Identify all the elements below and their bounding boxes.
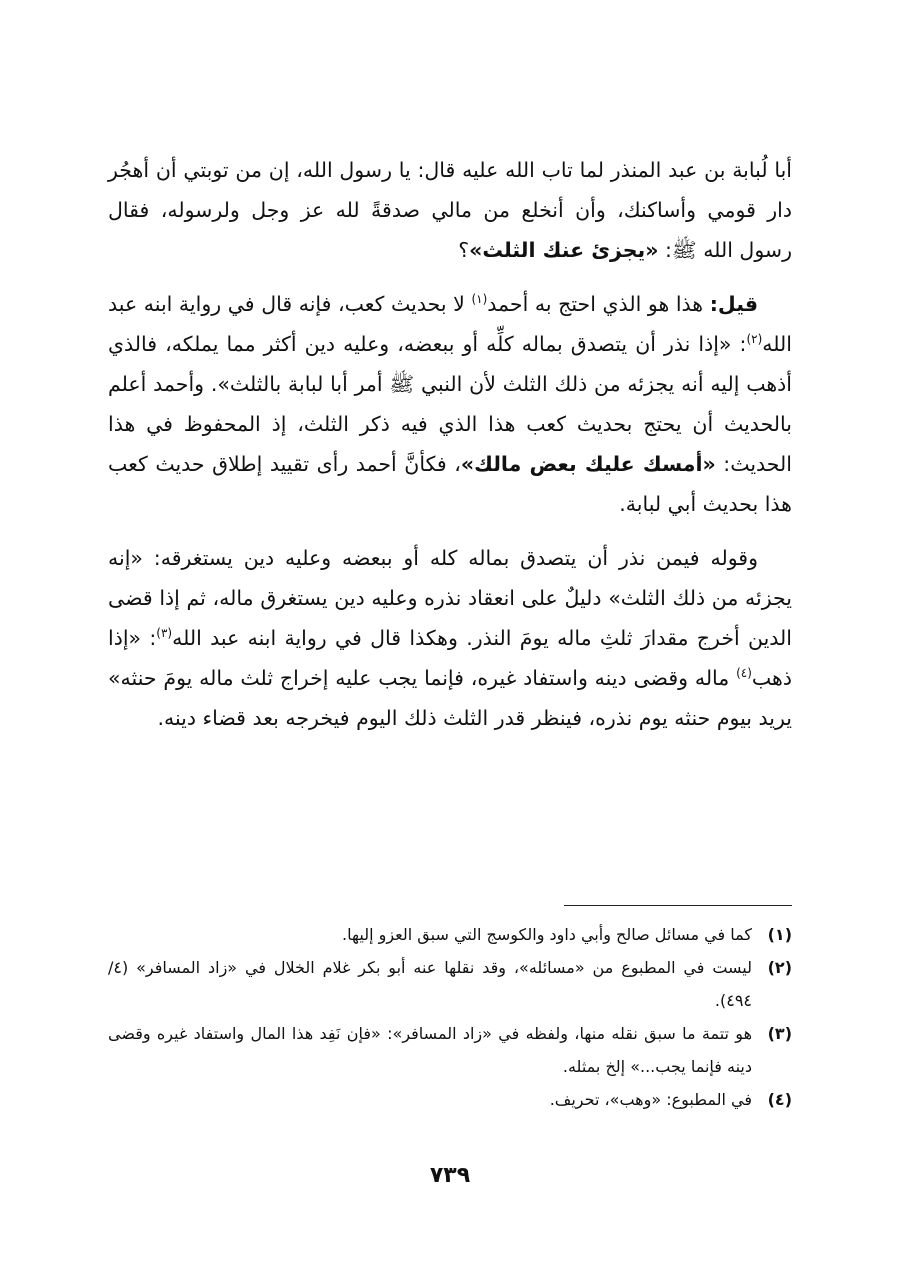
footnotes [108, 918, 792, 1116]
footnote-1-number: (١) [767, 925, 792, 944]
paragraph-3 [108, 538, 792, 738]
paragraph-2-text-a: هذا هو الذي احتج به أحمد [487, 292, 710, 316]
footnote-3 [108, 1017, 792, 1083]
paragraph-2-text-b: لا بحديث كعب، فإنه قال في رواية ابنه عبد الله [108, 292, 792, 356]
footnote-2-text: ليست في المطبوع من «مسائله»، وقد نقلها عنه أبو بكر غلام الخلال في «زاد المسافر» (٤/ ٤٩٤). [108, 958, 752, 1010]
footnote-2 [108, 951, 792, 1017]
footnote-2-number: (٢) [767, 958, 792, 977]
paragraph-1 [108, 150, 792, 270]
footnote-4-number: (٤) [767, 1090, 792, 1109]
paragraph-2-text-d: ، فكأنَّ أحمد رأى تقييد إطلاق حديث كعب هذا بحديث أبي لبابة. [108, 452, 792, 516]
qil-lead: قيل: [709, 292, 758, 316]
footnote-ref-3: (٣) [156, 626, 173, 641]
footnote-4-text: في المطبوع: «وهب»، تحريف. [549, 1090, 752, 1109]
paragraph-3-text-c: ماله وقضى دينه واستفاد غيره، فإنما يجب عليه إخراج ثلث ماله يومَ حنثه» يريد بيوم حنثه يوم نذره، فينظر قدر الثلث ذلك اليوم فيخرجه بعد قضاء دينه. [108, 666, 792, 730]
footnote-ref-4: (٤) [736, 666, 752, 681]
footnote-3-number: (٣) [767, 1024, 792, 1043]
hadith-quote-2: «أمسك عليك بعض مالك» [460, 452, 716, 476]
paragraph-3-text-b: : «إذا ذهب [108, 626, 792, 690]
footnote-1-text: كما في مسائل صالح وأبي داود والكوسج التي سبق العزو إليها. [342, 925, 752, 944]
footnote-1 [108, 918, 792, 951]
paragraph-1-end: ؟ [458, 238, 470, 262]
footnote-3-text: هو تتمة ما سبق نقله منها، ولفظه في «زاد المسافر»: «فإن نَفِد هذا المال واستفاد غيره وقضى دينه فإنما يجب...» إلخ بمثله. [108, 1024, 752, 1076]
footnote-separator [564, 905, 792, 906]
footnote-4 [108, 1083, 792, 1116]
footnote-ref-1: (١) [471, 292, 488, 307]
page-number: ٧٣٩ [429, 1163, 471, 1188]
paragraph-2 [108, 284, 792, 524]
hadith-quote: «يجزئ عنك الثلث» [469, 238, 659, 262]
footnote-ref-2: (٢) [746, 332, 763, 347]
paragraph-3-text-a: وقوله فيمن نذر أن يتصدق بماله كله أو ببعضه وعليه دين يستغرقه: «إنه يجزئه من ذلك الثلث» دليلٌ على انعقاد نذره وعليه دين يستغرق ماله، ثم إذا قضى الدين أخرج مقدارَ ثلثِ ماله يومَ النذر. وهكذا قال في رواية ابنه عبد الله [108, 546, 792, 650]
paragraph-1-text: أبا لُبابة بن عبد المنذر لما تاب الله عليه قال: يا رسول الله، إن من توبتي أن أهجُر دار قومي وأساكنك، وأن أنخلع من مالي صدقةً لله عز وجل ولرسوله، فقال رسول الله ﷺ: [108, 158, 792, 262]
main-text [108, 150, 792, 752]
paragraph-2-text-c: : «إذا نذر أن يتصدق بماله كلِّه أو ببعضه، وعليه دين أكثر مما يملكه، فالذي أذهب إليه أنه يجزئه من ذلك الثلث لأن النبي ﷺ أمر أبا لبابة بالثلث». وأحمد أعلم بالحديث أن يحتج بحديث كعب هذا الذي فيه ذكر الثلث، إذ المحفوظ في هذا الحديث: [108, 332, 792, 476]
